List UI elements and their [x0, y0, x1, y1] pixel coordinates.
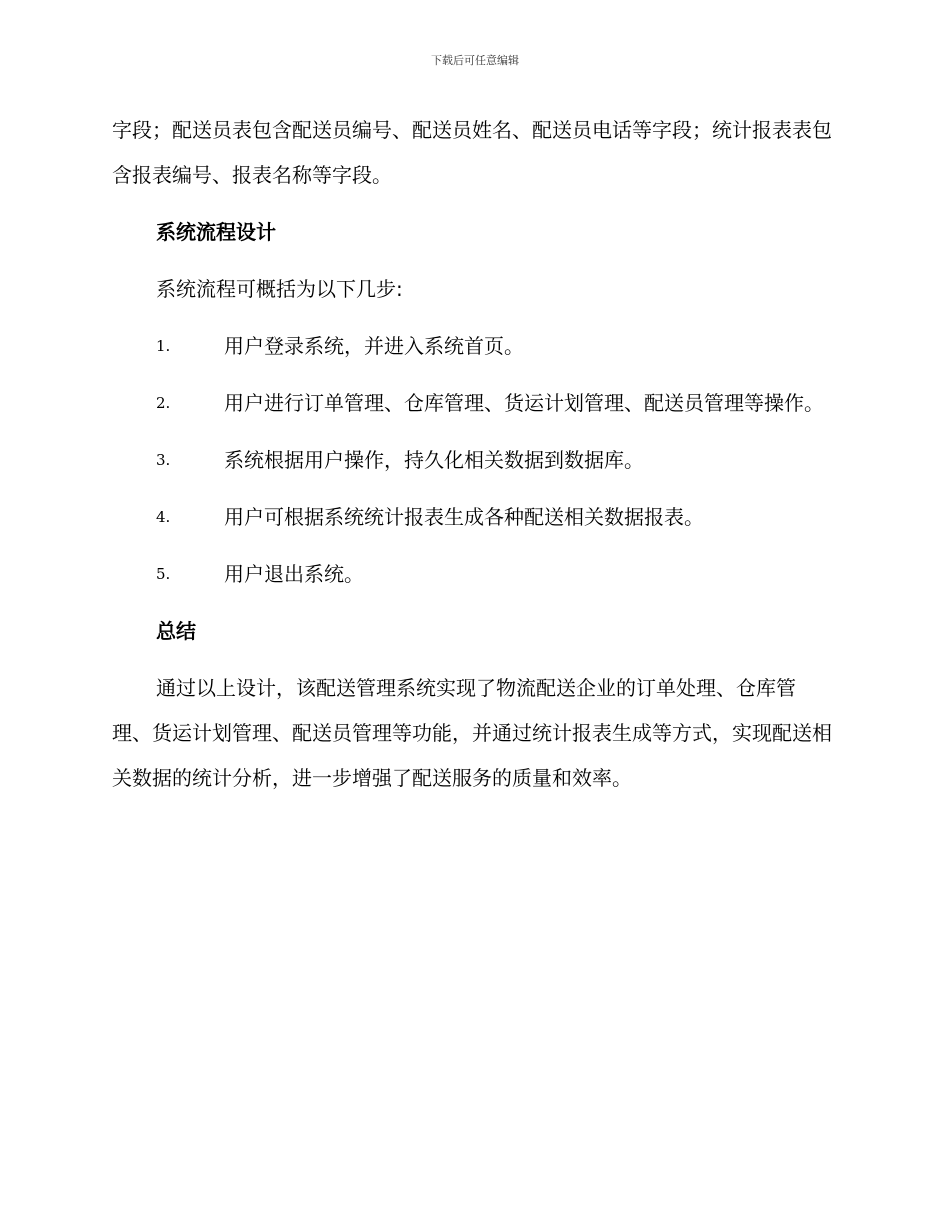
list-number: 1.: [156, 337, 171, 355]
page-header: 下载后可任意编辑: [431, 54, 519, 67]
list-item: [112, 552, 832, 597]
summary-paragraph: 通过以上设计，该配送管理系统实现了物流配送企业的订单处理、仓库管理、货运计划管理、配送员管理等功能，并通过统计报表生成等方式，实现配送相关数据的统计分析，进一步增强了配送服务的质量和效率。: [112, 676, 832, 790]
list-number: 4.: [156, 508, 171, 526]
intro-paragraph: 字段；配送员表包含配送员编号、配送员姓名、配送员电话等字段；统计报表表包含报表编号、报表名称等字段。: [112, 118, 832, 187]
list-text: 用户进行订单管理、仓库管理、货运计划管理、配送员管理等操作。: [224, 391, 824, 415]
section-heading-flow: 系统流程设计: [156, 220, 276, 244]
list-item: [112, 381, 832, 426]
list-number: 2.: [156, 394, 171, 412]
list-item: [112, 438, 832, 483]
list-text: 系统根据用户操作，持久化相关数据到数据库。: [224, 448, 644, 472]
flow-lead-paragraph: 系统流程可概括为以下几步:: [156, 277, 403, 301]
section-heading-summary: 总结: [156, 619, 196, 643]
list-item: [112, 495, 832, 540]
list-text: 用户可根据系统统计报表生成各种配送相关数据报表。: [224, 505, 704, 529]
list-number: 3.: [156, 451, 171, 469]
list-item: [112, 324, 832, 369]
list-number: 5.: [156, 565, 171, 583]
list-text: 用户退出系统。: [224, 562, 364, 586]
list-text: 用户登录系统，并进入系统首页。: [224, 334, 524, 358]
document-body: [112, 108, 832, 801]
